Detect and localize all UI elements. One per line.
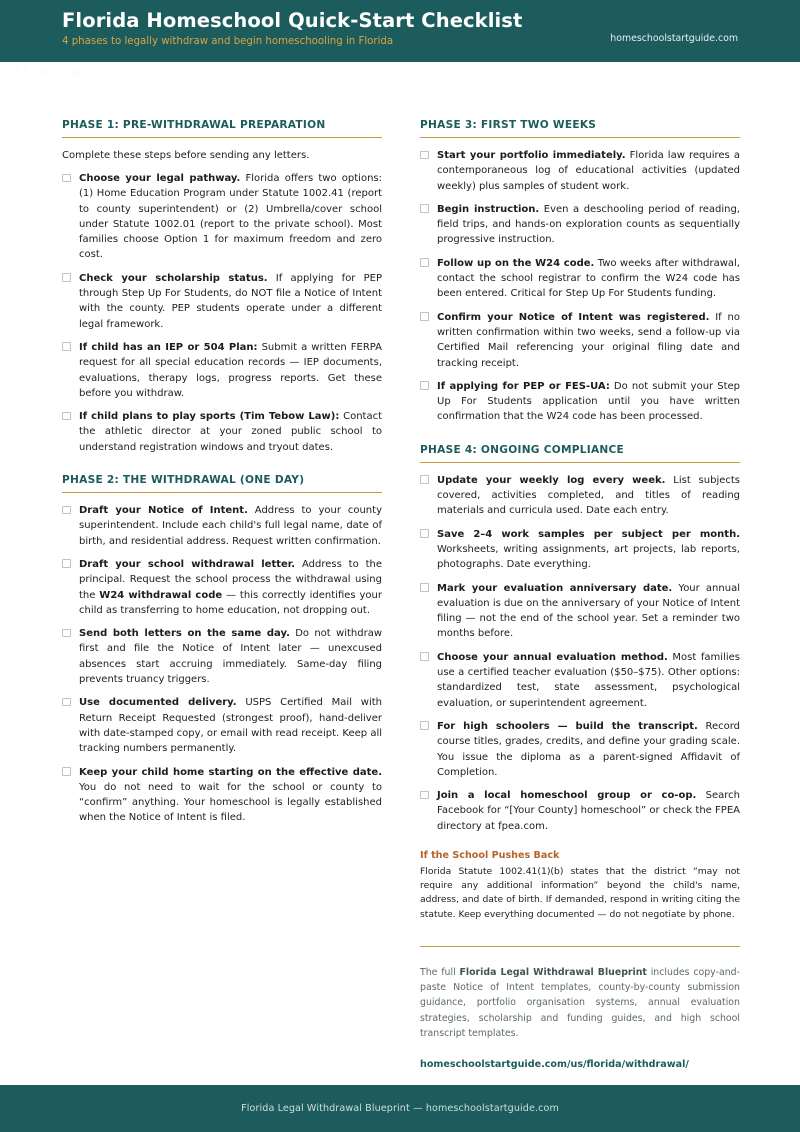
checklist-item[interactable]	[420, 202, 740, 248]
checklist	[420, 148, 740, 425]
checklist-item[interactable]	[62, 271, 382, 332]
phase-divider	[420, 137, 740, 138]
page-footer	[0, 1085, 800, 1132]
page-title: Florida Homeschool Quick-Start Checklist	[62, 9, 523, 32]
checklist-item[interactable]	[420, 473, 740, 519]
checklist-item[interactable]	[62, 695, 382, 756]
page-header	[0, 0, 800, 62]
checkbox-icon[interactable]	[62, 174, 71, 183]
checklist-item-lead: Follow up on the W24 code.	[437, 257, 595, 269]
checkbox-icon[interactable]	[420, 475, 429, 484]
checklist-item-lead: Join a local homeschool group or co-op.	[437, 790, 697, 802]
promo-block	[420, 946, 740, 1071]
phase-heading: PHASE 3: FIRST TWO WEEKS	[420, 119, 597, 131]
checkbox-icon[interactable]	[62, 506, 71, 515]
checklist-item-body: Your annual evaluation is due on the anniversary of your Notice of Intent filing — not the end of the school year. Set a reminder two months before.	[437, 582, 740, 640]
checklist-item[interactable]	[62, 626, 382, 687]
checklist-item-body: Record course titles, grades, credits, and define your grading scale. You issue the diploma as a parent-signed Affidavit of Completion.	[437, 720, 740, 778]
checklist-item-body: Even a deschooling period of reading, field trips, and hands-on exploration counts as sequentially progressive instruction.	[437, 203, 740, 246]
phase-block	[62, 474, 382, 826]
checklist-item-lead: Begin instruction.	[437, 203, 540, 215]
checklist-item[interactable]	[62, 409, 382, 455]
checklist-item-lead: Draft your Notice of Intent.	[79, 505, 248, 517]
checklist-item[interactable]	[62, 340, 382, 401]
checklist-item[interactable]	[420, 650, 740, 711]
checklist-item-body: Worksheets, writing assignments, art projects, lab reports, photographs. Date everything.	[437, 543, 740, 571]
checkbox-icon[interactable]	[420, 652, 429, 661]
checklist-item-body: Florida offers two options: (1) Home Education Program under Statute 1002.41 (report to county superintendent) or (2) Umbrella/cover school under Statute 1002.01 (report to the private school). Most families choose Option 1 for maximum freedom and zero cost.	[79, 173, 382, 261]
checkbox-icon[interactable]	[62, 629, 71, 638]
checklist-item[interactable]	[62, 503, 382, 549]
checklist-item-body: Search Facebook for “[Your County] homeschool” or check the FPEA directory at fpea.com.	[437, 790, 740, 832]
phase-block	[420, 444, 740, 834]
promo-lead: The full	[420, 966, 460, 978]
watermark-text: FLORIDA	[14, 66, 81, 81]
checklist-item-body: Address to the principal. Request the school process the withdrawal using the	[79, 558, 383, 601]
checkbox-icon[interactable]	[62, 273, 71, 282]
checklist-item-body: Two weeks after withdrawal, contact the school registrar to confirm the W24 code has been entered. Critical for Step Up For Students funding.	[437, 257, 740, 300]
promo-link[interactable]: homeschoolstartguide.com/us/florida/withdrawal/	[420, 1059, 689, 1071]
checklist-item[interactable]	[62, 171, 382, 263]
checklist-item-body: Florida law requires a contemporaneous log of educational activities (updated weekly) plus samples of student work.	[437, 150, 740, 192]
promo-body	[420, 965, 740, 1041]
checklist-item-lead: If applying for PEP or FES-UA:	[437, 380, 610, 392]
checklist-sheet	[0, 62, 800, 1071]
checkbox-icon[interactable]	[420, 721, 429, 730]
footer-text: Florida Legal Withdrawal Blueprint — homeschoolstartguide.com	[241, 1103, 559, 1114]
checklist-item-lead: Save 2–4 work samples per subject per month.	[437, 528, 740, 540]
right-column	[420, 119, 740, 1071]
checklist	[62, 503, 382, 826]
checklist-item-emphasis: W24 withdrawal code	[99, 589, 223, 601]
checklist-item[interactable]	[420, 527, 740, 573]
checklist-item-body: You do not need to wait for the school or county to “confirm” anything. Your homeschool is legally established when the Notice of Intent is filed.	[79, 781, 382, 824]
promo-product-name: Florida Legal Withdrawal Blueprint	[459, 966, 647, 978]
checklist-item-lead: Mark your evaluation anniversary date.	[437, 582, 673, 594]
pushback-body: Florida Statute 1002.41(1)(b) states that the district “may not require any additional information” beyond the child's name, address, and date of birth. If demanded, respond in writing citing the statute. Keep everything documented — do not negotiate by phone.	[420, 865, 740, 920]
checklist-item-lead: Keep your child home starting on the effective date.	[79, 766, 382, 778]
checklist-item-body: Address to your county superintendent. Include each child's full legal name, date of birth, and residential address. Request written confirmation.	[79, 505, 382, 547]
checkbox-icon[interactable]	[420, 204, 429, 213]
checklist-item[interactable]	[420, 256, 740, 302]
checklist-item-lead: Check your scholarship status.	[79, 272, 268, 284]
phase-divider	[62, 137, 382, 138]
checklist	[420, 473, 740, 834]
checklist-item-lead: For high schoolers — build the transcript.	[437, 720, 698, 732]
checklist	[62, 171, 382, 455]
phase-divider	[62, 492, 382, 493]
checkbox-icon[interactable]	[62, 342, 71, 351]
checklist-item-body: Do not submit your Step Up For Students application until you have written confirmation that the W24 code has been processed.	[437, 380, 740, 423]
checklist-item-lead: If child plans to play sports (Tim Tebow Law):	[79, 411, 340, 423]
checkbox-icon[interactable]	[420, 529, 429, 538]
checklist-item-body: USPS Certified Mail with Return Receipt Requested (strongest proof), hand-deliver with date-stamped copy, or email with read receipt. Keep all tracking numbers permanently.	[79, 697, 382, 755]
header-site-url: homeschoolstartguide.com	[610, 33, 738, 44]
checklist-item-lead: Update your weekly log every week.	[437, 474, 666, 486]
checklist-item-lead: Choose your annual evaluation method.	[437, 651, 668, 663]
checklist-item-body: Submit a written FERPA request for all special education records — IEP documents, evaluations, therapy logs, progress reports. Get these before you withdraw.	[79, 341, 382, 399]
promo-divider	[420, 946, 740, 947]
checklist-item[interactable]	[420, 148, 740, 194]
checklist-item-lead: Draft your school withdrawal letter.	[79, 558, 296, 570]
pushback-title: If the School Pushes Back	[420, 849, 560, 861]
checklist-item[interactable]	[420, 719, 740, 780]
phase-heading: PHASE 1: PRE-WITHDRAWAL PREPARATION	[62, 119, 326, 131]
checklist-item[interactable]	[420, 581, 740, 642]
checklist-item-body: List subjects covered, activities completed, and titles of reading materials and curricula used. Date each entry.	[437, 474, 741, 517]
checklist-item-body: If applying for PEP through Step Up For Students, do NOT file a Notice of Intent with the county. PEP students operate under a different legal framework.	[79, 272, 383, 330]
checklist-item-lead: Start your portfolio immediately.	[437, 150, 626, 161]
pushback-callout	[420, 850, 740, 922]
checklist-item-body: Do not withdraw first and file the Notice of Intent later — unexcused absences start accruing immediately. Same-day filing prevents truancy triggers.	[79, 628, 382, 686]
left-column	[62, 119, 382, 826]
phase-divider	[420, 462, 740, 463]
checkbox-icon[interactable]	[420, 381, 429, 390]
checklist-item[interactable]	[62, 765, 382, 826]
checklist-item-lead: Send both letters on the same day.	[79, 628, 290, 640]
checkbox-icon[interactable]	[420, 312, 429, 321]
checklist-item-body: If no written confirmation within two weeks, send a follow-up via Certified Mail referencing your original filing date and tracking receipt.	[437, 311, 740, 369]
phase-intro-text: Complete these steps before sending any letters.	[62, 150, 310, 161]
checkbox-icon[interactable]	[62, 767, 71, 776]
checkbox-icon[interactable]	[420, 791, 429, 800]
checklist-item-body-tail: — this correctly identifies your child as transferring to home education, not dropping out.	[79, 589, 382, 616]
checkbox-icon[interactable]	[62, 412, 71, 421]
checklist-item[interactable]	[420, 788, 740, 834]
phase-heading: PHASE 4: ONGOING COMPLIANCE	[420, 443, 625, 456]
checkbox-icon[interactable]	[420, 151, 429, 160]
checkbox-icon[interactable]	[420, 258, 429, 267]
checklist-item-lead: Choose your legal pathway.	[79, 173, 241, 184]
checklist-item-body: Most families use a certified teacher evaluation ($50–$75). Other options: standardized test, state assessment, psychological evaluation, or superintendent agreement.	[437, 651, 740, 709]
phase-block	[420, 119, 740, 425]
checklist-item-lead: If child has an IEP or 504 Plan:	[79, 341, 258, 353]
checkbox-icon[interactable]	[420, 583, 429, 592]
checklist-item-lead: Confirm your Notice of Intent was registered.	[437, 311, 710, 323]
checklist-item[interactable]	[420, 310, 740, 371]
page-subtitle: 4 phases to legally withdraw and begin homeschooling in Florida	[62, 36, 394, 48]
two-column-layout	[62, 119, 741, 1071]
promo-tail: includes copy-and-paste Notice of Intent templates, county-by-county submission guidance, portfolio organisation systems, annual evaluation strategies, scholarship and funding guides, and high school transcript templates.	[420, 966, 740, 1039]
checklist-item[interactable]	[420, 379, 740, 425]
phase-heading: PHASE 2: THE WITHDRAWAL (ONE DAY)	[62, 474, 305, 487]
checkbox-icon[interactable]	[62, 559, 71, 568]
phase-block	[62, 119, 382, 455]
checklist-item-body: Contact the athletic director at your zoned public school to understand registration windows and tryout dates.	[79, 411, 382, 453]
checkbox-icon[interactable]	[62, 698, 71, 707]
checklist-item-lead: Use documented delivery.	[79, 697, 237, 709]
checklist-item[interactable]	[62, 557, 382, 618]
